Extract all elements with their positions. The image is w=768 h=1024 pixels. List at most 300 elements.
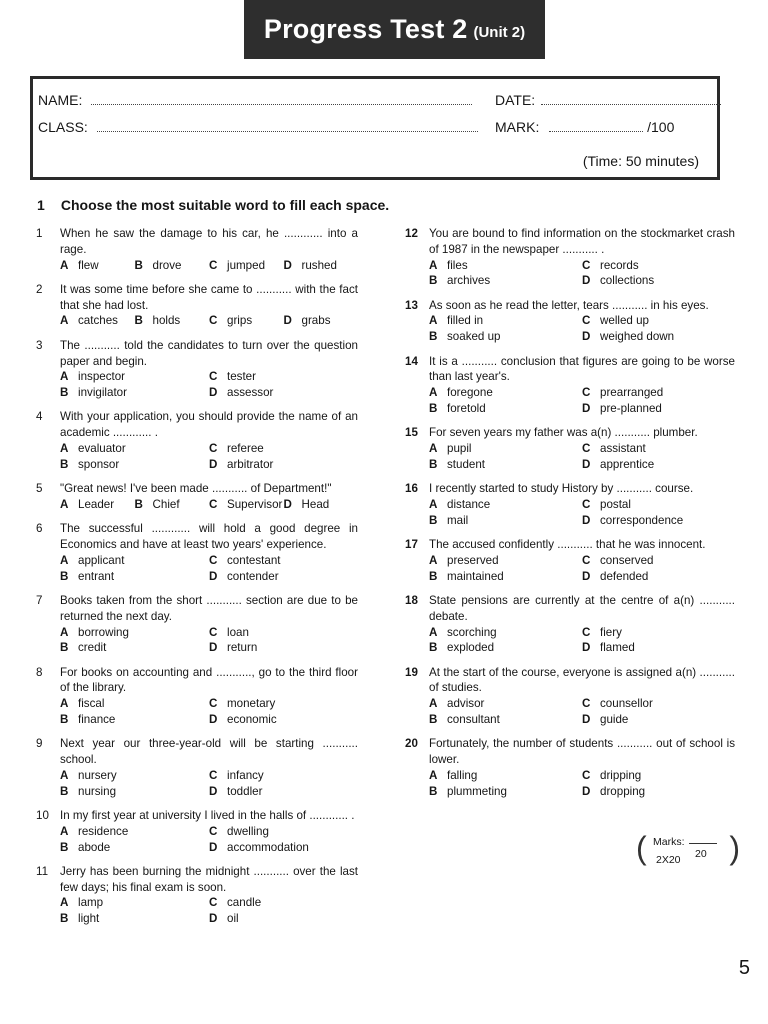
option-text: inspector	[78, 370, 126, 384]
option-letter: D	[209, 840, 218, 854]
unit-label: (Unit 2)	[473, 24, 526, 41]
option-text: accommodation	[227, 840, 309, 854]
option-letter: D	[209, 912, 218, 926]
answer-option	[209, 569, 358, 585]
answer-option	[209, 696, 358, 712]
answer-option	[60, 258, 135, 274]
option-letter: D	[209, 713, 218, 727]
option-letter: B	[429, 513, 438, 527]
option-text: correspondence	[600, 513, 684, 527]
question-number: 17	[405, 538, 418, 552]
answer-option	[209, 625, 358, 641]
question-item	[405, 665, 735, 728]
option-letter: A	[60, 824, 69, 838]
option-letter: B	[60, 840, 69, 854]
question-text: The accused confidently ........... that he was innocent.	[429, 538, 706, 552]
answer-options	[429, 625, 735, 657]
answer-option	[429, 329, 582, 345]
option-letter: D	[582, 713, 591, 727]
marks-label: Marks:	[653, 836, 685, 848]
question-item	[405, 537, 735, 584]
answer-option	[60, 911, 209, 927]
option-text: files	[447, 258, 468, 272]
option-text: defended	[600, 569, 649, 583]
option-text: weighed down	[600, 330, 675, 344]
close-bracket: )	[729, 830, 740, 866]
option-text: nursery	[78, 768, 117, 782]
answer-option	[582, 497, 735, 513]
questions-left-column	[36, 226, 358, 936]
option-letter: C	[582, 386, 591, 400]
answer-option	[60, 385, 209, 401]
option-letter: C	[209, 553, 218, 567]
option-letter: B	[429, 274, 438, 288]
option-letter: C	[582, 314, 591, 328]
question-item	[36, 409, 358, 472]
option-text: consultant	[447, 713, 500, 727]
answer-option	[135, 497, 210, 513]
answer-option	[60, 895, 209, 911]
mark-field	[495, 119, 674, 135]
option-text: sponsor	[78, 457, 120, 471]
option-text: finance	[78, 713, 116, 727]
question-text: The ........... told the candidates to turn over the question paper and begin.	[60, 338, 358, 368]
answer-option	[582, 712, 735, 728]
option-text: advisor	[447, 697, 485, 711]
marks-multiplier: 2X20	[656, 854, 681, 866]
option-text: exploded	[447, 641, 495, 655]
answer-option	[582, 258, 735, 274]
option-text: evaluator	[78, 442, 126, 456]
option-letter: B	[60, 784, 69, 798]
question-item	[405, 593, 735, 656]
option-text: falling	[447, 768, 478, 782]
option-letter: C	[582, 497, 591, 511]
option-text: conserved	[600, 553, 654, 567]
question-text: In my first year at university I lived in the halls of ............ .	[60, 809, 355, 822]
answer-option	[582, 329, 735, 345]
option-letter: D	[582, 513, 591, 527]
marks-box	[636, 830, 740, 870]
answer-option	[429, 385, 582, 401]
option-text: student	[447, 457, 486, 471]
question-text: State pensions are currently at the centre of a(n) ........... debate.	[429, 593, 735, 623]
answer-options	[429, 441, 735, 473]
option-letter: D	[582, 641, 591, 655]
option-letter: D	[582, 784, 591, 798]
question-number: 5	[36, 482, 43, 496]
option-text: catches	[78, 314, 118, 328]
answer-option	[209, 369, 358, 385]
option-text: flew	[78, 258, 99, 272]
option-text: Chief	[152, 497, 180, 511]
option-text: soaked up	[447, 330, 501, 344]
option-letter: D	[209, 569, 218, 583]
option-letter: D	[283, 258, 292, 272]
title-banner	[244, 0, 545, 59]
question-text: The successful ............ will hold a good degree in Economics and have at least two years' experience.	[60, 522, 358, 552]
answer-option	[429, 313, 582, 329]
question-item	[405, 298, 735, 345]
open-bracket: (	[636, 830, 647, 866]
answer-option	[60, 569, 209, 585]
date-blank	[541, 102, 721, 105]
answer-option	[209, 911, 358, 927]
answer-option	[60, 553, 209, 569]
option-text: toddler	[227, 784, 263, 798]
name-label: NAME:	[38, 92, 83, 108]
option-letter: C	[582, 258, 591, 272]
mark-label: MARK:	[495, 119, 540, 135]
option-letter: C	[582, 697, 591, 711]
option-text: flamed	[600, 641, 635, 655]
section-heading	[37, 197, 389, 213]
option-text: foregone	[447, 386, 493, 400]
question-text: Next year our three-year-old will be starting ........... school.	[60, 737, 358, 767]
answer-options	[429, 313, 735, 345]
answer-option	[429, 768, 582, 784]
option-letter: A	[60, 553, 69, 567]
option-letter: B	[429, 784, 438, 798]
option-letter: A	[429, 697, 438, 711]
answer-option	[209, 895, 358, 911]
question-text: When he saw the damage to his car, he ............ into a rage.	[60, 227, 358, 256]
answer-option	[429, 784, 582, 800]
question-number: 15	[405, 426, 418, 440]
answer-option	[429, 497, 582, 513]
option-text: contender	[227, 569, 279, 583]
class-label: CLASS:	[38, 119, 88, 135]
option-text: applicant	[78, 553, 125, 567]
option-letter: B	[429, 569, 438, 583]
answer-option	[209, 258, 284, 274]
answer-option	[429, 441, 582, 457]
option-text: grabs	[301, 314, 331, 328]
option-text: infancy	[227, 768, 264, 782]
answer-options	[429, 768, 735, 800]
option-text: pre-planned	[600, 401, 662, 415]
answer-option	[582, 569, 735, 585]
option-text: arbitrator	[227, 457, 274, 471]
option-letter: B	[60, 569, 69, 583]
page-number: 5	[738, 957, 750, 979]
option-text: loan	[227, 625, 249, 639]
option-letter: D	[582, 569, 591, 583]
answer-option	[582, 513, 735, 529]
option-letter: D	[582, 330, 591, 344]
name-field	[38, 92, 472, 108]
answer-option	[582, 385, 735, 401]
option-text: maintained	[447, 569, 504, 583]
answer-option	[60, 640, 209, 656]
mark-blank	[549, 129, 643, 132]
option-letter: A	[60, 768, 69, 782]
answer-options	[60, 553, 358, 585]
answer-options	[429, 385, 735, 417]
option-text: dwelling	[227, 824, 269, 838]
page-title: Progress Test 2	[263, 14, 468, 44]
question-number: 20	[405, 737, 418, 751]
option-letter: B	[429, 330, 438, 344]
question-item	[405, 481, 735, 528]
answer-option	[209, 553, 358, 569]
option-letter: A	[429, 768, 438, 782]
option-letter: D	[209, 457, 218, 471]
option-text: foretold	[447, 401, 486, 415]
answer-option	[429, 696, 582, 712]
question-number: 1	[36, 227, 43, 240]
answer-options	[60, 441, 358, 473]
question-item	[36, 665, 358, 728]
answer-option	[429, 513, 582, 529]
answer-option	[60, 497, 135, 513]
question-number: 19	[405, 665, 418, 679]
answer-option	[429, 401, 582, 417]
option-letter: B	[429, 713, 438, 727]
answer-option	[582, 441, 735, 457]
name-blank	[91, 102, 472, 105]
question-item	[36, 808, 358, 855]
answer-option	[209, 640, 358, 656]
questions-right-column	[405, 226, 735, 808]
option-text: fiscal	[78, 697, 105, 711]
option-letter: D	[582, 401, 591, 415]
marks-fraction-line	[689, 843, 717, 844]
option-letter: A	[429, 442, 438, 456]
question-number: 9	[36, 737, 43, 751]
option-text: assistant	[600, 442, 646, 456]
option-letter: C	[209, 768, 218, 782]
option-text: preserved	[447, 553, 499, 567]
answer-option	[582, 696, 735, 712]
question-number: 12	[405, 227, 418, 240]
answer-option	[429, 569, 582, 585]
question-text: For seven years my father was a(n) ........... plumber.	[429, 426, 698, 440]
option-text: mail	[447, 513, 469, 527]
option-letter: A	[60, 442, 69, 456]
option-text: dripping	[600, 768, 642, 782]
option-letter: C	[582, 553, 591, 567]
option-letter: A	[60, 896, 69, 910]
question-text: Fortunately, the number of students ........... out of school is lower.	[429, 737, 735, 767]
option-text: guide	[600, 713, 629, 727]
option-text: jumped	[227, 258, 266, 272]
question-number: 10	[36, 809, 49, 822]
option-text: holds	[152, 314, 181, 328]
question-item	[36, 593, 358, 656]
option-letter: C	[209, 824, 218, 838]
option-text: distance	[447, 497, 491, 511]
section-number: 1	[37, 197, 45, 213]
option-text: residence	[78, 824, 129, 838]
option-letter: B	[134, 497, 143, 511]
answer-option	[60, 840, 209, 856]
question-item	[36, 338, 358, 401]
question-item	[36, 521, 358, 584]
question-number: 4	[36, 410, 43, 424]
mark-total: /100	[647, 119, 675, 135]
answer-option	[60, 696, 209, 712]
answer-options	[60, 258, 358, 274]
option-letter: B	[60, 457, 69, 471]
option-text: dropping	[600, 784, 646, 798]
question-number: 2	[36, 282, 43, 296]
option-letter: D	[582, 274, 591, 288]
answer-option	[135, 313, 210, 329]
question-item	[36, 481, 358, 513]
answer-options	[60, 824, 358, 856]
option-letter: C	[209, 370, 218, 384]
option-text: abode	[78, 840, 111, 854]
question-number: 13	[405, 298, 418, 312]
question-item	[36, 736, 358, 799]
date-field	[495, 92, 721, 108]
option-letter: A	[60, 258, 69, 272]
option-text: oil	[227, 912, 239, 926]
section-instruction: Choose the most suitable word to fill each space.	[60, 197, 390, 213]
option-text: records	[600, 258, 639, 272]
answer-option	[582, 457, 735, 473]
answer-option	[209, 313, 284, 329]
option-text: scorching	[447, 625, 497, 639]
answer-option	[429, 273, 582, 289]
option-text: invigilator	[78, 386, 127, 400]
option-letter: D	[283, 314, 292, 328]
option-letter: C	[209, 314, 218, 328]
question-number: 18	[405, 593, 418, 607]
answer-option	[60, 457, 209, 473]
option-letter: C	[209, 896, 218, 910]
option-letter: A	[429, 553, 438, 567]
question-text: It was some time before she came to ........... with the fact that she had lost.	[60, 282, 358, 312]
answer-option	[582, 784, 735, 800]
answer-option	[60, 784, 209, 800]
option-text: drove	[152, 258, 182, 272]
answer-options	[429, 258, 735, 290]
answer-option	[60, 712, 209, 728]
question-item	[405, 425, 735, 472]
option-letter: B	[134, 258, 143, 272]
question-text: For books on accounting and ..........., go to the third floor of the library.	[60, 665, 358, 695]
answer-option	[60, 768, 209, 784]
question-number: 16	[405, 482, 418, 496]
answer-option	[209, 712, 358, 728]
question-item	[405, 354, 735, 417]
option-letter: C	[209, 497, 218, 511]
answer-option	[209, 385, 358, 401]
option-text: return	[227, 641, 258, 655]
option-letter: C	[582, 442, 591, 456]
option-text: candle	[227, 896, 262, 910]
question-item	[405, 736, 735, 799]
option-letter: A	[429, 386, 438, 400]
option-letter: A	[60, 314, 69, 328]
question-number: 7	[36, 593, 43, 607]
question-text: At the start of the course, everyone is assigned a(n) ........... of studies.	[429, 665, 735, 695]
answer-option	[209, 441, 358, 457]
answer-option	[60, 824, 209, 840]
answer-option	[429, 457, 582, 473]
question-text: Jerry has been burning the midnight ........... over the last few days; his final exam is soon.	[60, 864, 358, 894]
answer-option	[429, 640, 582, 656]
answer-option	[209, 784, 358, 800]
answer-option	[582, 401, 735, 417]
answer-option	[209, 497, 284, 513]
question-item	[36, 864, 358, 927]
option-letter: D	[209, 641, 218, 655]
question-text: With your application, you should provide the name of an academic ............ .	[60, 410, 358, 440]
option-text: borrowing	[78, 625, 129, 639]
answer-option	[582, 313, 735, 329]
option-letter: A	[429, 258, 438, 272]
answer-option	[60, 625, 209, 641]
answer-option	[135, 258, 210, 274]
option-text: apprentice	[600, 457, 655, 471]
option-letter: B	[429, 401, 438, 415]
option-text: Leader	[78, 497, 115, 511]
option-text: grips	[227, 314, 253, 328]
class-field	[38, 119, 478, 135]
answer-options	[429, 497, 735, 529]
option-text: Head	[301, 497, 330, 511]
date-label: DATE:	[495, 92, 536, 108]
option-text: tester	[227, 370, 256, 384]
option-letter: B	[429, 641, 438, 655]
option-text: counsellor	[600, 697, 653, 711]
question-text: You are bound to find information on the stockmarket crash of 1987 in the newspaper ........... .	[429, 227, 735, 256]
answer-option	[60, 369, 209, 385]
option-letter: A	[60, 370, 69, 384]
answer-option	[429, 258, 582, 274]
option-letter: C	[209, 697, 218, 711]
option-text: nursing	[78, 784, 117, 798]
question-number: 3	[36, 338, 43, 352]
option-text: credit	[78, 641, 107, 655]
option-letter: A	[429, 314, 438, 328]
option-letter: A	[60, 697, 69, 711]
answer-options	[429, 696, 735, 728]
answer-option	[209, 457, 358, 473]
option-letter: B	[60, 713, 69, 727]
option-letter: B	[60, 912, 69, 926]
option-text: welled up	[600, 314, 649, 328]
question-number: 11	[36, 864, 49, 878]
option-letter: C	[209, 442, 218, 456]
student-info-box	[30, 76, 720, 180]
option-letter: C	[209, 625, 218, 639]
answer-options	[60, 497, 358, 513]
option-letter: A	[429, 497, 438, 511]
option-text: monetary	[227, 697, 276, 711]
time-note: (Time: 50 minutes)	[582, 153, 699, 169]
question-text: "Great news! I've been made ........... of Department!"	[60, 482, 332, 496]
option-letter: A	[60, 497, 69, 511]
option-text: light	[78, 912, 100, 926]
option-text: contestant	[227, 553, 281, 567]
option-text: archives	[447, 274, 491, 288]
option-letter: B	[429, 457, 438, 471]
option-text: economic	[227, 713, 277, 727]
option-text: rushed	[301, 258, 337, 272]
option-letter: C	[209, 258, 218, 272]
answer-options	[60, 313, 358, 329]
option-letter: D	[582, 457, 591, 471]
question-text: I recently started to study History by ........... course.	[429, 482, 694, 496]
answer-option	[209, 768, 358, 784]
option-text: referee	[227, 442, 264, 456]
option-letter: B	[134, 314, 143, 328]
option-text: prearranged	[600, 386, 664, 400]
